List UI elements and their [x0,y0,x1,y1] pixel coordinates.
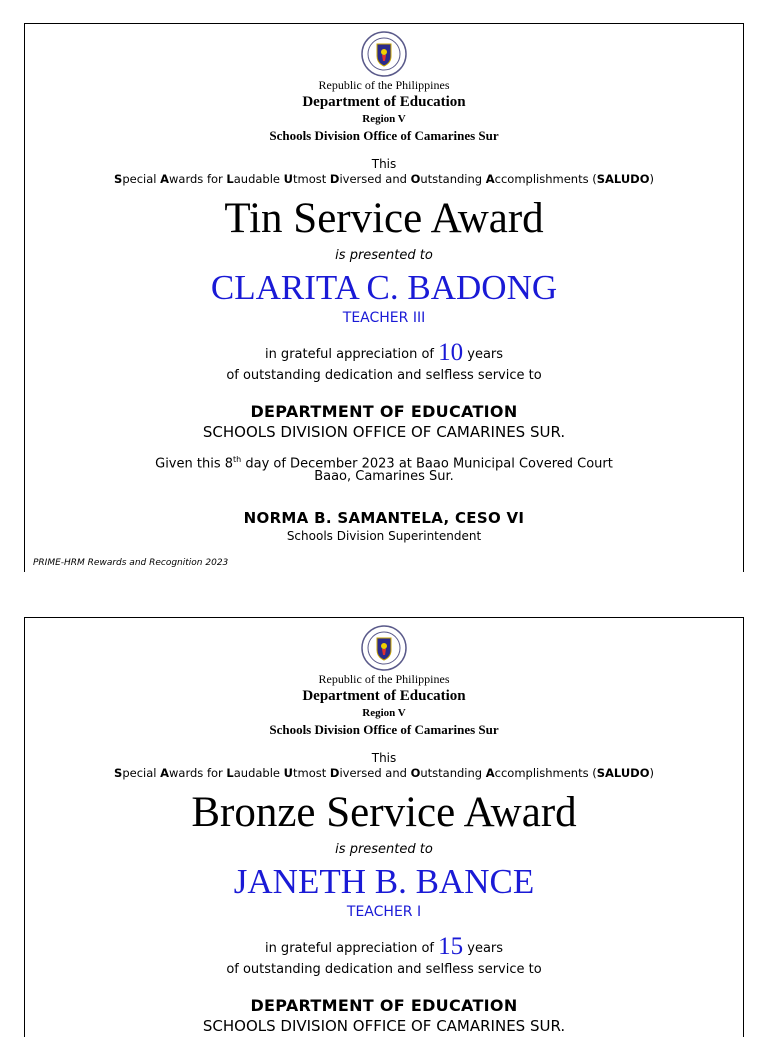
department-title: Department of Education [302,94,466,110]
saludo-word: wards for [169,766,227,780]
appreciation-line: in grateful appreciation of 15 years [264,933,504,960]
given-date-text: Given this 8th day of December 2023 at Baao Municipal Covered Court [155,455,613,472]
saludo-line: Special Awards for Laudable Utmost Diversed and Outstanding Accomplishments (SALUDO) [114,766,654,780]
saludo-initial: O [410,766,421,780]
saludo-initial: S [114,766,123,780]
saludo-word: utstanding [420,766,486,780]
org-subtitle: SCHOOLS DIVISION OFFICE OF CAMARINES SUR. [202,423,566,441]
department-title: Department of Education [302,688,466,704]
org-title: DEPARTMENT OF EDUCATION [250,402,518,421]
saludo-initial: D [329,172,340,186]
republic-text: Republic of the Philippines [318,78,450,92]
certificate-bronze-award [24,617,744,1037]
saludo-initial: U [283,766,294,780]
saludo-initial: L [226,766,234,780]
years-number: 15 [438,933,464,960]
years-number: 10 [438,339,464,366]
saludo-initial: A [160,766,170,780]
saludo-initial: L [226,172,234,186]
awardee-name: CLARITA C. BADONG [210,268,558,307]
saludo-initial: U [283,172,294,186]
region-text: Region V [362,113,406,125]
deped-seal-icon [360,624,408,672]
republic-text: Republic of the Philippines [318,672,450,686]
saludo-initial: S [114,172,123,186]
this-text: This [371,157,397,171]
saludo-word: utstanding [420,172,486,186]
saludo-initial: D [329,766,340,780]
this-text: This [371,751,397,765]
deped-seal-icon [360,30,408,78]
award-title: Tin Service Award [224,195,544,242]
award-title: Bronze Service Award [191,789,577,836]
presented-text: is presented to [335,842,433,857]
org-subtitle: SCHOOLS DIVISION OFFICE OF CAMARINES SUR. [202,1017,566,1035]
awardee-name: JANETH B. BANCE [233,862,535,901]
saludo-word: tmost [293,766,330,780]
given-place-text: Baao, Camarines Sur. [314,469,454,484]
saludo-word: pecial [122,766,161,780]
saludo-word: audable [233,766,284,780]
saludo-acronym: SALUDO [596,766,650,780]
certificate-tin-award [24,23,744,572]
dedication-text: of outstanding dedication and selfless service to [226,368,542,383]
saludo-acronym: SALUDO [596,172,650,186]
awardee-position: TEACHER III [342,310,426,326]
appreciation-line: in grateful appreciation of 10 years [264,339,504,366]
saludo-word: tmost [293,172,330,186]
dedication-text: of outstanding dedication and selfless service to [226,962,542,977]
saludo-word: ccomplishments ( [494,766,597,780]
saludo-word: wards for [169,172,227,186]
saludo-initial: A [485,766,495,780]
saludo-word: audable [233,172,284,186]
saludo-initial: A [160,172,170,186]
saludo-word: pecial [122,172,161,186]
awardee-position: TEACHER I [346,904,422,920]
region-text: Region V [362,707,406,719]
division-office-text: Schools Division Office of Camarines Sur [269,128,499,143]
saludo-word: ccomplishments ( [494,172,597,186]
signer-title: Schools Division Superintendent [286,529,482,543]
division-office-text: Schools Division Office of Camarines Sur [269,722,499,737]
footer-text: PRIME-HRM Rewards and Recognition 2023 [33,558,229,568]
saludo-initial: A [485,172,495,186]
presented-text: is presented to [335,248,433,263]
saludo-initial: O [410,172,421,186]
saludo-word: iversed and [339,172,411,186]
org-title: DEPARTMENT OF EDUCATION [250,996,518,1015]
saludo-word: iversed and [339,766,411,780]
signer-name: NORMA B. SAMANTELA, CESO VI [243,509,525,527]
saludo-line: Special Awards for Laudable Utmost Diversed and Outstanding Accomplishments (SALUDO) [114,172,654,186]
